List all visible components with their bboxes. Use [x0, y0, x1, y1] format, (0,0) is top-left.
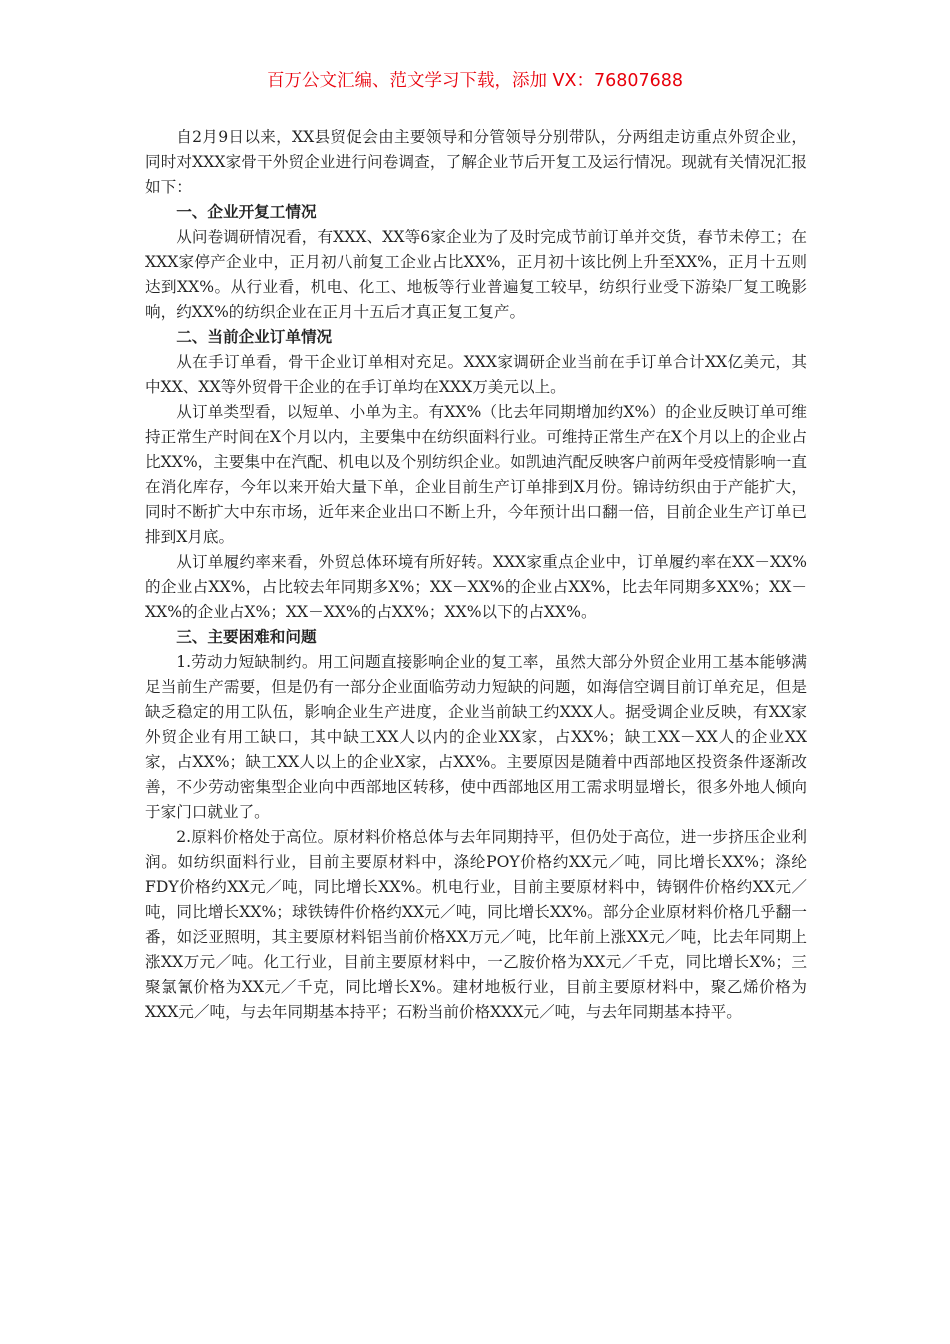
paragraph-resumption: 从问卷调研情况看，有XXX、XX等6家企业为了及时完成节前订单并交货，春节未停工；在XXX家停产企业中，正月初八前复工企业占比XX%，正月初十该比例上升至XX%，正月十五则达到XX%。从行业看，机电、化工、地板等行业普遍复工较早，纺织行业受下游染厂复工晚影响，约XX%的纺织企业在正月十五后才真正复工复产。: [145, 228, 807, 321]
paragraph-material-prices: 2.原料价格处于高位。原材料价格总体与去年同期持平，但仍处于高位，进一步挤压企业利润。如纺织面料行业，目前主要原材料中，涤纶POY价格约XX元／吨，同比增长XX%；涤纶FDY价格约XX元／吨，同比增长XX%。机电行业，目前主要原材料中，铸钢件价格约XX元／吨，同比增长XX%；球铁铸件价格约XX元／吨，同比增长XX%。部分企业原材料价格几乎翻一番，如泛亚照明，其主要原材料铝当前价格XX万元／吨，比年前上涨XX元／吨，比去年同期上涨XX万元／吨。化工行业，目前主要原材料中，一乙胺价格为XX元／千克，同比增长X%；三聚氯氰价格为XX元／千克，同比增长X%。建材地板行业，目前主要原材料中，聚乙烯价格为XXX元／吨，与去年同期基本持平；石粉当前价格XXX元／吨，与去年同期基本持平。: [145, 828, 807, 1021]
promo-banner: 百万公文汇编、范文学习下载，添加 VX：76807688: [266, 71, 684, 91]
paragraph-orders-on-hand: 从在手订单看，骨干企业订单相对充足。XXX家调研企业当前在手订单合计XX亿美元，其中XX、XX等外贸骨干企业的在手订单均在XXX万美元以上。: [145, 353, 807, 396]
intro-paragraph: 自2月9日以来，XX县贸促会由主要领导和分管领导分别带队，分两组走访重点外贸企业，同时对XXX家骨干外贸企业进行问卷调查，了解企业节后开复工及运行情况。现就有关情况汇报如下：: [145, 128, 807, 196]
paragraph-order-types: 从订单类型看，以短单、小单为主。有XX%（比去年同期增加约X%）的企业反映订单可维持正常生产时间在X个月以内，主要集中在纺织面料行业。可维持正常生产在X个月以上的企业占比XX%，主要集中在汽配、机电以及个别纺织企业。如凯迪汽配反映客户前两年受疫情影响一直在消化库存，今年以来开始大量下单，企业目前生产订单排到X月份。锦诗纺织由于产能扩大，同时不断扩大中东市场，近年来企业出口不断上升，今年预计出口翻一倍，目前企业生产订单已排到X月底。: [145, 403, 807, 546]
document-body: [145, 125, 807, 1025]
section-heading-2: 二、当前企业订单情况: [176, 328, 333, 346]
section-heading-1: 一、企业开复工情况: [176, 203, 317, 221]
paragraph-fulfillment-rate: 从订单履约率来看，外贸总体环境有所好转。XXX家重点企业中，订单履约率在XX－XX%的企业占XX%，占比较去年同期多X%；XX－XX%的企业占XX%，比去年同期多XX%；XX－XX%的企业占X%；XX－XX%的占XX%；XX%以下的占XX%。: [145, 553, 807, 621]
paragraph-labor-shortage: 1.劳动力短缺制约。用工问题直接影响企业的复工率，虽然大部分外贸企业用工基本能够满足当前生产需要，但是仍有一部分企业面临劳动力短缺的问题，如海信空调目前订单充足，但是缺乏稳定的用工队伍，影响企业生产进度，企业当前缺工约XXX人。据受调企业反映，有XX家外贸企业有用工缺口，其中缺工XX人以内的企业XX家，占XX%；缺工XX－XX人的企业XX家，占XX%；缺工XX人以上的企业X家，占XX%。主要原因是随着中西部地区投资条件逐渐改善，不少劳动密集型企业向中西部地区转移，使中西部地区用工需求明显增长，很多外地人倾向于家门口就业了。: [145, 653, 807, 821]
section-heading-3: 三、主要困难和问题: [176, 628, 317, 646]
